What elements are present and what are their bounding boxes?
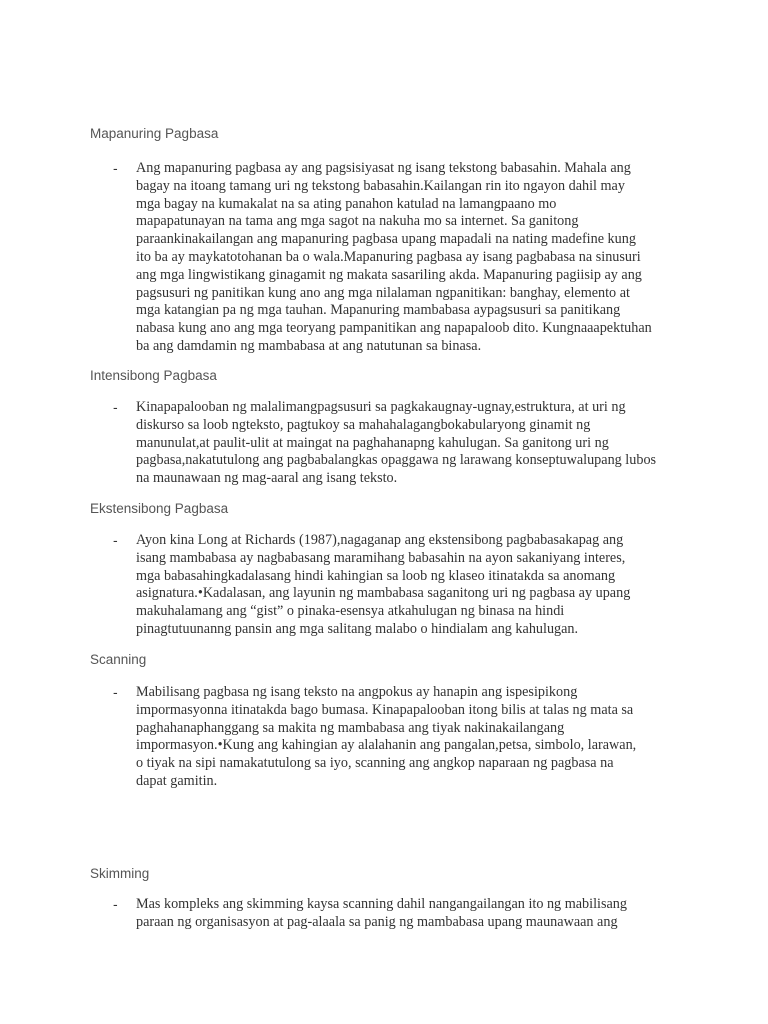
list-bullet: - xyxy=(113,896,118,912)
section-title-ekstensibong-pagbasa: Ekstensibong Pagbasa xyxy=(90,501,229,516)
text-line: manunulat,at paulit-ulit at maingat na paghahanapng kahulugan. Sa ganitong uri ng xyxy=(136,434,609,451)
text-line: mga bagay na kumakalat na sa ating panahon katulad na lamangpaano mo xyxy=(136,195,557,212)
list-bullet: - xyxy=(113,532,118,548)
paragraph-skimming xyxy=(136,896,678,932)
paragraph-ekstensibong-pagbasa xyxy=(136,532,678,639)
text-line: nabasa kung ano ang mga teoryang pampanitikan ang napapaloob dito. Kungnaaapektuhan xyxy=(136,320,652,337)
text-line: mga babasahingkadalasang hindi kahingian sa loob ng klaseo itinatakda sa anomang xyxy=(136,567,616,584)
list-bullet: - xyxy=(113,684,118,700)
text-line: paghahanaphanggang sa makita ng mambabasa ang tiyak nakinakailangang xyxy=(136,719,565,736)
text-line: Ayon kina Long at Richards (1987),nagaganap ang ekstensibong pagbabasakapag ang xyxy=(136,532,624,548)
list-bullet: - xyxy=(113,399,118,415)
text-line: makuhalamang ang “gist” o pinaka-esensya atkahulugan ng binasa na hindi xyxy=(136,603,565,620)
text-line: mapapatunayan na tama ang mga sagot na nakuha mo sa internet. Sa ganitong xyxy=(136,213,579,230)
paragraph-mapanuring-pagbasa xyxy=(136,160,678,356)
text-line: asignatura.•Kadalasan, ang layunin ng mambabasa saganitong uri ng pagbasa ay upang xyxy=(136,585,631,602)
text-line: ba ang damdamin ng mambabasa at ang natutunan sa binasa. xyxy=(136,337,482,354)
text-line: Kinapapalooban ng malalimangpagsusuri sa pagkakaugnay-ugnay,estruktura, at uri ng xyxy=(136,399,626,415)
paragraph-scanning xyxy=(136,684,678,791)
text-line: bagay na itoang tamang uri ng tekstong babasahin.Kailangan rin ito ngayon dahil may xyxy=(136,177,625,194)
text-line: diskurso sa loob ngteksto, pagtukoy sa mahahalagangbokabularyong ginamit ng xyxy=(136,416,591,433)
text-line: Mabilisang pagbasa ng isang teksto na angpokus ay hanapin ang ispesipikong xyxy=(136,684,578,700)
text-line: na maunawaan ng mag-aaral ang isang teksto. xyxy=(136,470,398,487)
section-title-intensibong-pagbasa: Intensibong Pagbasa xyxy=(90,368,217,383)
text-line: impormasyonna itinatakda bago bumasa. Kinapapalooban itong bilis at talas ng mata sa xyxy=(136,701,634,718)
text-line: pagbasa,nakatutulong ang pagbabalangkas opaggawa ng larawang konseptuwalupang lubos xyxy=(136,452,657,469)
text-line: dapat gamitin. xyxy=(136,772,218,789)
text-line: ito ba ay maykatotohanan ba o wala.Mapanuring pagbasa ay isang pagbabasa na sinusuri xyxy=(136,248,641,265)
text-line: paraan ng organisasyon at pag-alaala sa panig ng mambabasa upang maunawaan ang xyxy=(136,913,618,930)
text-line: mga katangian pa ng mga tauhan. Mapanuring mambabasa aypagsusuri sa panitikang xyxy=(136,302,621,319)
text-line: Ang mapanuring pagbasa ay ang pagsisiyasat ng isang tekstong babasahin. Mahala ang xyxy=(136,160,631,176)
list-bullet: - xyxy=(113,160,118,176)
section-title-mapanuring-pagbasa: Mapanuring Pagbasa xyxy=(90,126,219,141)
text-line: o tiyak na sipi namakatutulong sa iyo, scanning ang angkop naparaan ng pagbasa na xyxy=(136,755,614,772)
text-line: ang mga lingwistikang ginagamit ng makata sasariling akda. Mapanuring pagiisip ay ang xyxy=(136,266,642,283)
text-line: paraankinakailangan ang mapanuring pagbasa upang mapadali na nating madefine kung xyxy=(136,231,636,248)
text-line: impormasyon.•Kung ang kahingian ay alalahanin ang pangalan,petsa, simbolo, larawan, xyxy=(136,737,637,754)
text-line: pinagtutuunanng pansin ang mga salitang malabo o hindialam ang kahulugan. xyxy=(136,620,579,637)
paragraph-intensibong-pagbasa xyxy=(136,399,678,488)
text-line: isang mambabasa ay nagbabasang maramihang babasahin na ayon sakaniyang interes, xyxy=(136,549,626,566)
text-line: pagsusuri ng panitikan kung ano ang mga nilalaman ngpanitikan: banghay, elemento at xyxy=(136,284,630,301)
section-title-scanning: Scanning xyxy=(90,652,147,667)
text-line: Mas kompleks ang skimming kaysa scanning dahil nangangailangan ito ng mabilisang xyxy=(136,896,627,912)
section-title-skimming: Skimming xyxy=(90,866,150,881)
